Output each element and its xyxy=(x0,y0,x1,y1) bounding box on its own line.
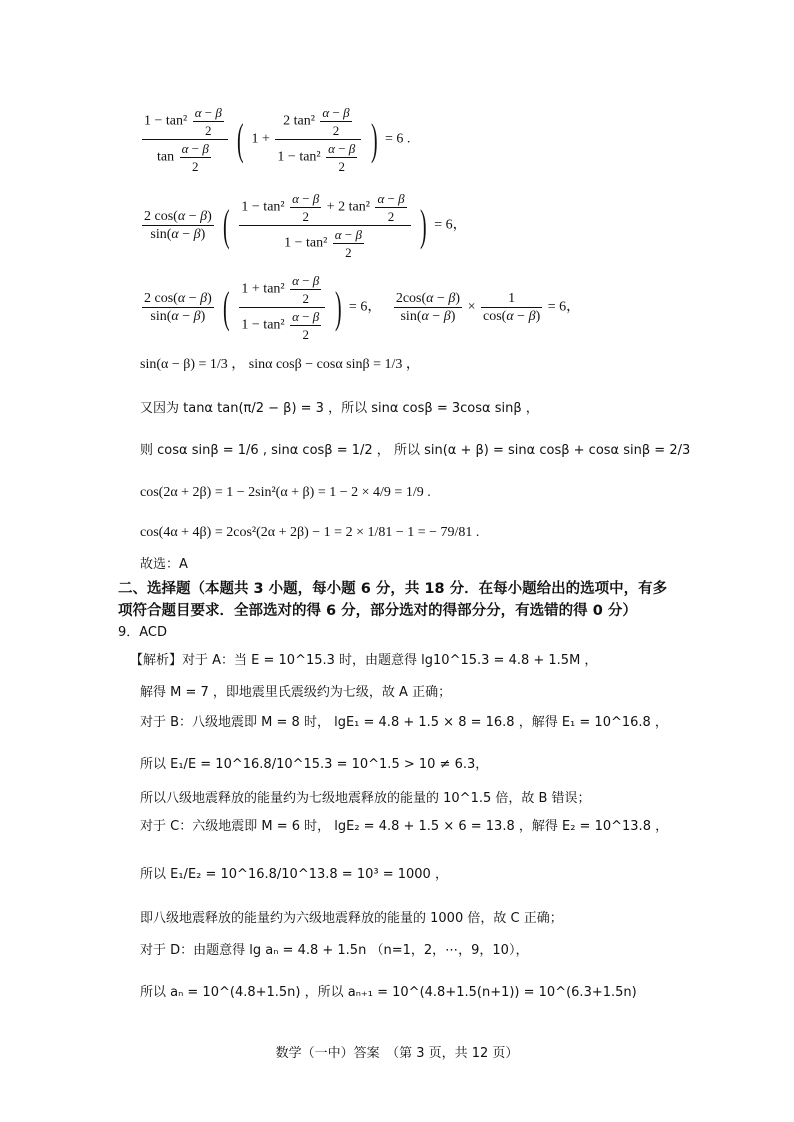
analysis-c-ratio: 所以 E₁/E₂ = 10^16.8/10^13.8 = 10³ = 1000 ， xyxy=(140,867,448,882)
equation-line-5: 又因为 tanα tan(π/2 − β) = 3 ，所以 sinα cosβ = 3cosα sinβ ， xyxy=(140,401,539,416)
analysis-b-ratio: 所以 E₁/E = 10^16.8/10^15.3 = 10^1.5 > 10 ≠ 6.3， xyxy=(140,757,489,772)
question-9-answer: 9．ACD xyxy=(118,625,168,640)
fraction: 1 − tan² $\frac{\alpha - \beta}{2}$ tan $\frac{\alpha - \beta}{2}$ xyxy=(142,104,228,175)
analysis-c: 对于 C：六级地震即 M = 6 时， lgE₂ = 4.8 + 1.5 × 6 = 13.8 ，解得 E₂ = 10^13.8 ， xyxy=(140,819,669,834)
equation-line-4: sin(α − β) = 1/3 ， sinα cosβ − cosα sinβ = 1/3 ， xyxy=(140,357,420,372)
equation-line-7: cos(2α + 2β) = 1 − 2sin²(α + β) = 1 − 2 × 4/9 = 1/9 . xyxy=(140,485,431,500)
analysis-a-result: 解得 M = 7 ，即地震里氏震级约为七级，故 A 正确； xyxy=(140,685,452,700)
equals-six: = 6， xyxy=(547,299,581,315)
equation-line-3: $\frac{2 \cos(\alpha - \beta)}{\sin(\alpha - \beta)}$ ( 1 + tan² $\frac{\alpha - \beta}{2}$ 1 − tan² $\frac{\alpha - \beta}{2}$ ) = 6， $\frac{2\cos(\alpha - \beta)}{\sin(\alpha - \beta)}$ × $\frac{1}{\cos(\alpha - \beta)}$ = 6， xyxy=(144,273,581,342)
section-heading: 二、选择题（本题共 3 小题，每小题 6 分，共 18 分．在每小题给出的选项中，有多项符合题目要求．全部选对的得 6 分，部分选对的得部分分，有选错的得 0 分） xyxy=(118,581,668,619)
analysis-d-sequence: 所以 aₙ = 10^(4.8+1.5n) ，所以 aₙ₊₁ = 10^(4.8+1.5(n+1)) = 10^(6.3+1.5n) xyxy=(140,985,637,1000)
fraction: 2 tan² $\frac{\alpha - \beta}{2}$ 1 − tan² $\frac{\alpha - \beta}{2}$ xyxy=(275,104,361,175)
page-footer: 数学（一中）答案 （第 3 页，共 12 页） xyxy=(275,1046,519,1061)
analysis-a: 【解析】对于 A：当 E = 10^15.3 时，由题意得 lg10^15.3 = 4.8 + 1.5M ， xyxy=(130,653,598,668)
equals-six: = 6， xyxy=(434,217,467,233)
equation-line-2: $\frac{2 \cos(\alpha - \beta)}{\sin(\alpha - \beta)}$ ( 1 − tan² $\frac{\alpha - \beta}{2}$ + 2 tan² $\frac{\alpha - \beta}{2}$ 1 − tan² $\frac{\alpha - \beta}{2}$ ) = 6， xyxy=(144,191,467,260)
answer-8: 故选：A xyxy=(140,557,188,572)
analysis-b: 对于 B：八级地震即 M = 8 时， lgE₁ = 4.8 + 1.5 × 8 = 16.8 ，解得 E₁ = 10^16.8 ， xyxy=(140,715,668,730)
equals-six: = 6， xyxy=(348,299,382,315)
equation-line-6: 则 cosα sinβ = 1/6 , sinα cosβ = 1/2 ， 所以 sin(α + β) = sinα cosβ + cosα sinβ = 2/3 xyxy=(140,443,691,458)
equation-line-8: cos(4α + 4β) = 2cos²(2α + 2β) − 1 = 2 × 1/81 − 1 = − 79/81 . xyxy=(140,525,480,540)
analysis-b-result: 所以八级地震释放的能量约为七级地震释放的能量的 10^1.5 倍，故 B 错误； xyxy=(140,791,591,806)
analysis-d: 对于 D：由题意得 lg aₙ = 4.8 + 1.5n （n=1，2，⋯，9，10）， xyxy=(140,943,529,958)
equals-six: = 6 . xyxy=(384,131,411,147)
equation-line-1: 1 − tan² $\frac{\alpha - \beta}{2}$ tan $\frac{\alpha - \beta}{2}$ ( 1 + 2 tan² $\frac{\alpha - \beta}{2}$ 1 − tan² $\frac{\alpha - \beta}{2}$ ) = 6 . xyxy=(144,105,411,174)
analysis-c-result: 即八级地震释放的能量约为六级地震释放的能量的 1000 倍，故 C 正确； xyxy=(140,911,563,926)
